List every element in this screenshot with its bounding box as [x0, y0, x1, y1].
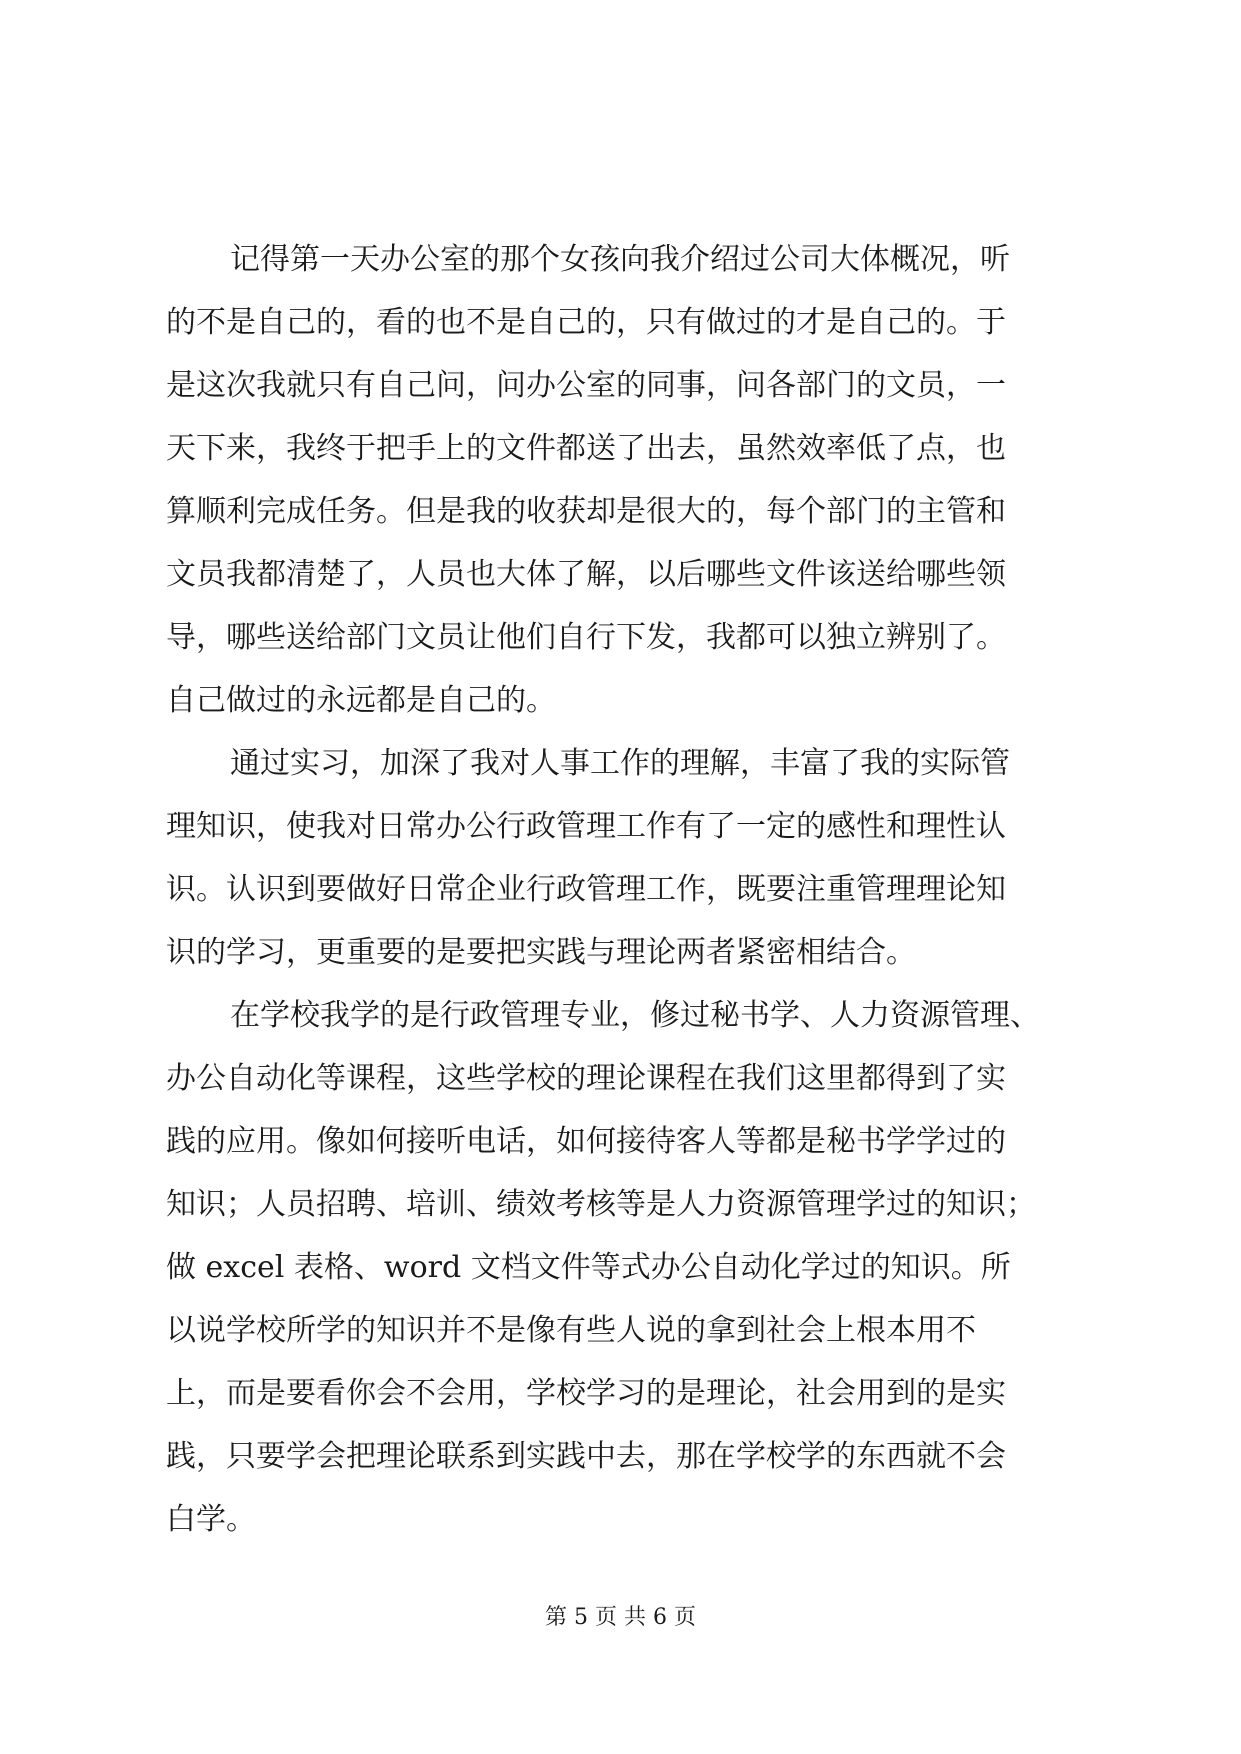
text-line: 的不是自己的，看的也不是自己的，只有做过的才是自己的。于: [166, 305, 1006, 340]
text-line: 知识；人员招聘、培训、绩效考核等是人力资源管理学过的知识；: [166, 1187, 1036, 1222]
text-line: 文员我都清楚了，人员也大体了解，以后哪些文件该送给哪些领: [166, 557, 1006, 592]
page-number-footer: 第 5 页 共 6 页: [545, 1605, 696, 1630]
text-line: 在学校我学的是行政管理专业，修过秘书学、人力资源管理、: [230, 998, 1040, 1033]
text-line: 识。认识到要做好日常企业行政管理工作，既要注重管理理论知: [166, 872, 1006, 907]
text-line: 践，只要学会把理论联系到实践中去，那在学校学的东西就不会: [166, 1439, 1006, 1474]
text-line: 做 excel 表格、word 文档文件等式办公自动化学过的知识。所: [166, 1250, 1011, 1285]
text-line: 识的学习，更重要的是要把实践与理论两者紧密相结合。: [166, 935, 916, 970]
text-line: 办公自动化等课程，这些学校的理论课程在我们这里都得到了实: [166, 1061, 1006, 1096]
text-line: 白学。: [166, 1502, 256, 1537]
text-line: 天下来，我终于把手上的文件都送了出去，虽然效率低了点，也: [166, 431, 1006, 466]
document-body: [166, 228, 1076, 1551]
text-line: 以说学校所学的知识并不是像有些人说的拿到社会上根本用不: [166, 1313, 976, 1348]
text-line: 是这次我就只有自己问，问办公室的同事，问各部门的文员，一: [166, 368, 1006, 403]
text-line: 算顺利完成任务。但是我的收获却是很大的，每个部门的主管和: [166, 494, 1006, 529]
text-line: 理知识，使我对日常办公行政管理工作有了一定的感性和理性认: [166, 809, 1006, 844]
text-line: 通过实习，加深了我对人事工作的理解，丰富了我的实际管: [230, 746, 1010, 781]
text-line: 自己做过的永远都是自己的。: [166, 683, 556, 718]
text-line: 践的应用。像如何接听电话，如何接待客人等都是秘书学学过的: [166, 1124, 1006, 1159]
text-line: 导，哪些送给部门文员让他们自行下发，我都可以独立辨别了。: [166, 620, 1006, 655]
text-line: 上，而是要看你会不会用，学校学习的是理论，社会用到的是实: [166, 1376, 1006, 1411]
text-line: 记得第一天办公室的那个女孩向我介绍过公司大体概况，听: [230, 242, 1010, 277]
